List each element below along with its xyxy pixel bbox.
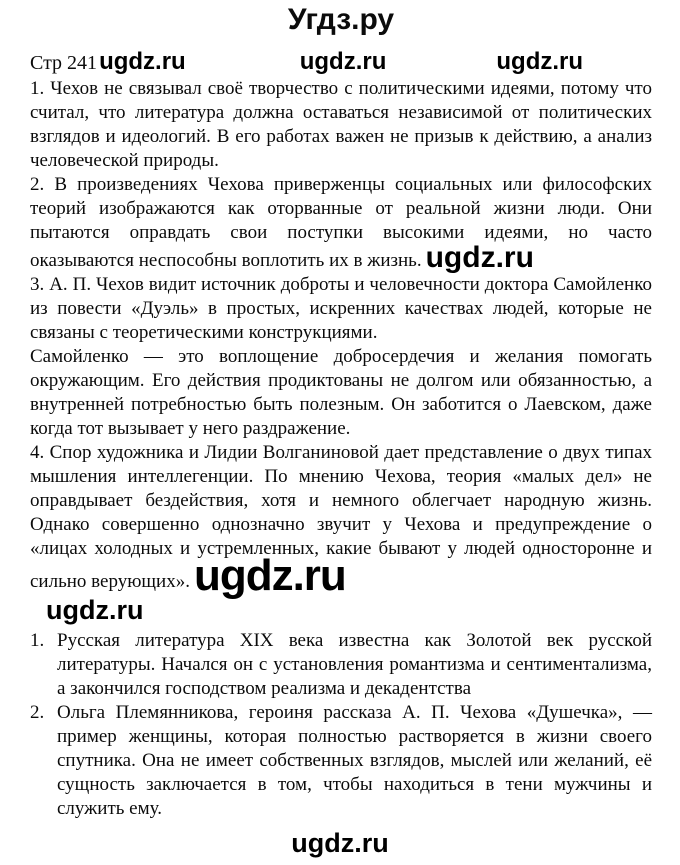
answers-list <box>30 629 652 821</box>
watermark: ugdz.ru <box>299 48 387 75</box>
paragraph: Самойленко — это воплощение добросердечия и желания помогать окружающим. Его действия продиктованы не долгом или обязанностью, а внутренней потребностью быть полезным. Он заботится о Лаевском, даже когда тот вызывает у него раздражение. <box>30 346 652 439</box>
list-item <box>30 629 652 701</box>
inline-watermark: ugdz.ru <box>193 551 346 600</box>
paragraph: 1. Чехов не связывал своё творчество с политическими идеями, потому что считал, что литература должна оставаться независимой от политических взглядов и идеологий. В его работах важен не призыв к действию, а анализ человеческой природы. <box>30 78 652 171</box>
paragraphs <box>30 77 652 600</box>
page-number-label: Стр 241 <box>30 52 98 74</box>
list-item-text: Русская литература XIX века известна как Золотой век русской литературы. Начался он с установления романтизма и сентиментализма, а закончился господством реализма и декадентства <box>57 630 652 699</box>
page-label-row <box>30 48 652 75</box>
list-item <box>30 701 652 821</box>
list-item-number: 1. <box>30 630 45 651</box>
paragraph: 2. В произведениях Чехова приверженцы социальных или философских теорий изображаются как оторванные от реальной жизни люди. Они пытаются оправдать свои поступки высокими идеями, но часто оказываются неспособны воплотить их в жизнь. ugdz.ru <box>30 174 652 274</box>
watermark: ugdz.ru <box>496 48 584 75</box>
list-item-number: 2. <box>30 702 45 723</box>
watermark: ugdz.ru <box>99 48 186 75</box>
site-header-title: Угдз.ру <box>287 3 395 36</box>
paragraph: 3. А. П. Чехов видит источник доброты и человечности доктора Самойленко из повести «Дуэль» в простых, искренних качествах людей, которые не связаны с теоретическими конструкциями. <box>30 274 652 343</box>
watermark: ugdz.ru <box>46 595 144 625</box>
inline-watermark: ugdz.ru <box>425 241 534 274</box>
paragraph: 4. Спор художника и Лидии Волганиновой дает представление о двух типах мышления интеллегенции. По мнению Чехова, теория «малых дел» не оправдывает бездействия, хотя и немного облегчает народную жизнь. Однако совершенно однозначно звучит у Чехова и предупреждение о «лицах холодных и устремленных, какие бывают у людей односторонне и сильно верующих».ugdz.ru <box>30 442 652 600</box>
footer-watermark: ugdz.ru <box>291 828 389 858</box>
list-item-text: Ольга Племянникова, героиня рассказа А. П. Чехова «Душечка», — пример женщины, которая полностью растворяется в жизни своего спутника. Она не имеет собственных взглядов, мыслей или желаний, её сущность заключается в том, чтобы находиться в тени мужчины и служить ему. <box>57 702 652 819</box>
